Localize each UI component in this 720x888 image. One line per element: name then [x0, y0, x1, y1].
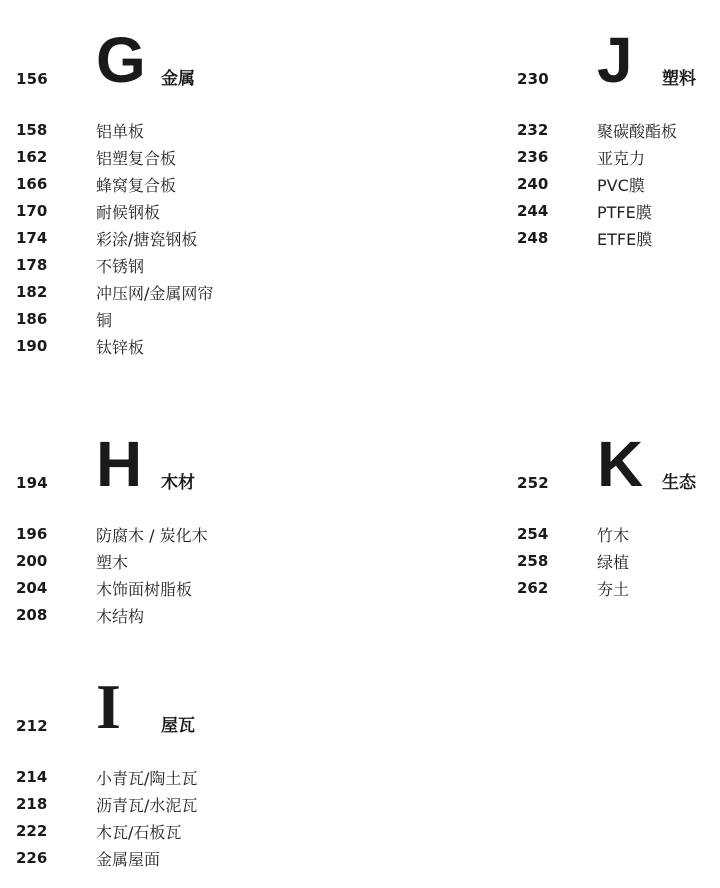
entry-page-number: 200 — [16, 552, 48, 570]
entry-label: 塑木 — [96, 553, 129, 572]
entry-label: 木饰面树脂板 — [96, 580, 193, 599]
entry-page-number: 204 — [16, 579, 48, 597]
toc-entry — [16, 576, 346, 603]
entry-label: 夯土 — [597, 580, 630, 599]
entry-list — [517, 522, 720, 603]
entry-page-number: 170 — [16, 202, 48, 220]
entry-list — [16, 765, 346, 873]
toc-entry — [16, 118, 346, 145]
entry-label: ETFE膜 — [597, 230, 653, 249]
entry-page-number: 182 — [16, 283, 48, 301]
entry-label: 金属屋面 — [96, 850, 161, 869]
toc-entry — [517, 226, 720, 253]
toc-entry — [517, 522, 720, 549]
toc-entry — [16, 846, 346, 873]
entry-page-number: 232 — [517, 121, 549, 139]
toc-entry — [16, 172, 346, 199]
section-title: 屋瓦 — [161, 716, 195, 736]
section-letter: G — [96, 24, 146, 96]
section-header — [517, 24, 720, 104]
section-title: 塑料 — [662, 69, 696, 89]
entry-page-number: 240 — [517, 175, 549, 193]
entry-label: PTFE膜 — [597, 203, 652, 222]
entry-label: 钛锌板 — [96, 338, 145, 357]
entry-page-number: 158 — [16, 121, 48, 139]
entry-label: 绿植 — [597, 553, 630, 572]
entry-page-number: 226 — [16, 849, 48, 867]
entry-label: 铝塑复合板 — [96, 149, 177, 168]
entry-label: 沥青瓦/水泥瓦 — [96, 796, 198, 815]
section-page-number: 230 — [517, 70, 549, 88]
toc-entry — [16, 226, 346, 253]
toc-entry — [16, 549, 346, 576]
toc-entry — [517, 576, 720, 603]
entry-label: 小青瓦/陶土瓦 — [96, 769, 198, 788]
entry-page-number: 262 — [517, 579, 549, 597]
section-letter: I — [96, 671, 121, 742]
entry-label: 冲压网/金属网帘 — [96, 284, 214, 303]
toc-entry — [16, 603, 346, 630]
entry-page-number: 218 — [16, 795, 48, 813]
entry-label: 耐候钢板 — [96, 203, 161, 222]
section-page-number: 194 — [16, 474, 48, 492]
entry-page-number: 236 — [517, 148, 549, 166]
entry-page-number: 186 — [16, 310, 48, 328]
toc-entry — [16, 253, 346, 280]
section-header — [517, 428, 720, 508]
section-title: 木材 — [161, 473, 195, 493]
toc-entry — [16, 307, 346, 334]
section-page-number: 156 — [16, 70, 48, 88]
entry-list — [16, 522, 346, 630]
section-title: 金属 — [161, 69, 195, 89]
entry-label: 防腐木 / 炭化木 — [96, 526, 208, 545]
entry-label: 聚碳酸酯板 — [597, 122, 678, 141]
entry-page-number: 214 — [16, 768, 48, 786]
section-letter: J — [597, 24, 633, 96]
entry-page-number: 196 — [16, 525, 48, 543]
section-header — [16, 428, 346, 508]
entry-list — [16, 118, 346, 361]
section-letter: K — [597, 428, 644, 500]
entry-page-number: 208 — [16, 606, 48, 624]
entry-page-number: 178 — [16, 256, 48, 274]
toc-entry — [517, 199, 720, 226]
toc-entry — [16, 792, 346, 819]
entry-label: PVC膜 — [597, 176, 645, 195]
section-page-number: 252 — [517, 474, 549, 492]
entry-page-number: 248 — [517, 229, 549, 247]
toc-entry — [16, 522, 346, 549]
toc-entry — [517, 145, 720, 172]
entry-page-number: 254 — [517, 525, 549, 543]
entry-list — [517, 118, 720, 253]
toc-entry — [16, 280, 346, 307]
entry-page-number: 166 — [16, 175, 48, 193]
toc-entry — [16, 765, 346, 792]
entry-label: 木瓦/石板瓦 — [96, 823, 182, 842]
toc-entry — [16, 199, 346, 226]
section-header — [16, 671, 346, 751]
entry-page-number: 190 — [16, 337, 48, 355]
section-header — [16, 24, 346, 104]
entry-label: 蜂窝复合板 — [96, 176, 177, 195]
toc-entry — [16, 819, 346, 846]
entry-page-number: 222 — [16, 822, 48, 840]
toc-entry — [517, 118, 720, 145]
section-page-number: 212 — [16, 717, 48, 735]
toc-entry — [16, 145, 346, 172]
toc-entry — [517, 549, 720, 576]
entry-label: 铝单板 — [96, 122, 145, 141]
entry-label: 竹木 — [597, 526, 630, 545]
entry-label: 铜 — [96, 311, 113, 330]
entry-label: 不锈钢 — [96, 257, 145, 276]
entry-label: 彩涂/搪瓷钢板 — [96, 230, 198, 249]
section-letter: H — [96, 428, 143, 500]
toc-entry — [16, 334, 346, 361]
entry-page-number: 162 — [16, 148, 48, 166]
entry-page-number: 244 — [517, 202, 549, 220]
section-title: 生态 — [662, 473, 696, 493]
entry-label: 木结构 — [96, 607, 145, 626]
entry-label: 亚克力 — [597, 149, 646, 168]
entry-page-number: 258 — [517, 552, 549, 570]
toc-entry — [517, 172, 720, 199]
entry-page-number: 174 — [16, 229, 48, 247]
